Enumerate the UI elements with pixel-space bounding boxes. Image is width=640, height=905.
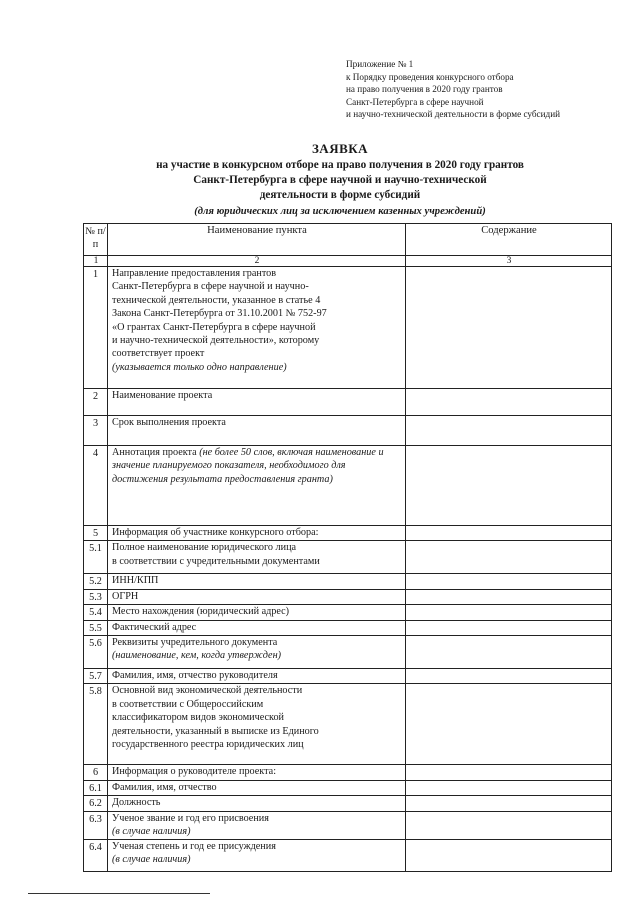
item-text-line: Аннотация проекта [112, 447, 197, 458]
item-text-line: Фактический адрес [112, 621, 197, 633]
appendix-line: к Порядку проведения конкурсного отбора [346, 71, 514, 82]
row-content-field[interactable] [406, 389, 612, 416]
header-item-name: Наименование пункта [108, 224, 406, 256]
item-text-line: в соответствии с Общероссийским [112, 698, 264, 710]
item-note: (в случае наличия) [112, 826, 191, 838]
row-content-field[interactable] [406, 780, 612, 795]
row-content-field[interactable] [406, 541, 612, 574]
table-row [84, 765, 612, 780]
row-number: 1 [84, 267, 108, 389]
row-item-name [108, 811, 406, 839]
table-row [84, 574, 612, 589]
table-row [84, 669, 612, 684]
appendix-line: Санкт-Петербурга в сфере научной [346, 96, 484, 107]
table-row [84, 267, 612, 389]
row-item-name [108, 446, 406, 526]
row-content-field[interactable] [406, 526, 612, 541]
row-number: 5.3 [84, 589, 108, 604]
item-text-line: ОГРН [112, 590, 139, 602]
row-content-field[interactable] [406, 620, 612, 635]
title-subline: деятельности в форме субсидий [259, 189, 421, 202]
title-note: (для юридических лиц за исключением казенных учреждений) [194, 205, 486, 217]
item-text-line: Фамилия, имя, отчество руководителя [112, 670, 278, 682]
table-row [84, 389, 612, 416]
table-header-row [84, 224, 612, 256]
row-item-name [108, 796, 406, 811]
column-index: 1 [84, 256, 108, 267]
row-number: 5.4 [84, 605, 108, 620]
item-text-line: Реквизиты учредительного документа [112, 637, 278, 649]
table-row [84, 541, 612, 574]
row-item-name [108, 780, 406, 795]
row-item-name [108, 605, 406, 620]
item-text-line: государственного реестра юридических лиц [112, 739, 304, 751]
table-row [84, 416, 612, 446]
row-item-name [108, 541, 406, 574]
table-row [84, 811, 612, 839]
item-text-line: Должность [112, 797, 161, 809]
row-number: 5.1 [84, 541, 108, 574]
item-text-line: деятельности, указанный в выписке из Единого [112, 725, 319, 737]
title-subline: Санкт-Петербурга в сфере научной и научно-технической [193, 174, 487, 187]
application-form-table [83, 223, 612, 872]
row-content-field[interactable] [406, 669, 612, 684]
row-number: 3 [84, 416, 108, 446]
column-index: 3 [406, 256, 612, 267]
table-row [84, 446, 612, 526]
row-content-field[interactable] [406, 796, 612, 811]
item-note: (наименование, кем, когда утвержден) [112, 650, 282, 662]
row-item-name [108, 620, 406, 635]
row-number: 5 [84, 526, 108, 541]
item-text-line: «О грантах Санкт-Петербурга в сфере научной [112, 321, 316, 333]
title-subline: на участие в конкурсном отборе на право получения в 2020 году грантов [156, 159, 524, 171]
row-item-name [108, 389, 406, 416]
footnote-separator [28, 893, 210, 894]
table-row [84, 620, 612, 635]
row-item-name [108, 574, 406, 589]
row-item-name [108, 636, 406, 669]
appendix-line: и научно-технической деятельности в форме субсидий [346, 109, 561, 120]
item-text-line: ИНН/КПП [112, 575, 159, 587]
table-row [84, 839, 612, 871]
item-text-line: Основной вид экономической деятельности [112, 685, 303, 697]
item-note: (указывается только одно направление) [112, 361, 287, 373]
table-row [84, 589, 612, 604]
row-number: 5.2 [84, 574, 108, 589]
table-row [84, 780, 612, 795]
table-row [84, 796, 612, 811]
row-number: 6.3 [84, 811, 108, 839]
row-content-field[interactable] [406, 446, 612, 526]
row-item-name [108, 526, 406, 541]
item-text-line: Ученая степень и год ее присуждения [112, 840, 276, 852]
row-content-field[interactable] [406, 811, 612, 839]
appendix-line: на право получения в 2020 году грантов [346, 84, 503, 95]
row-number: 6 [84, 765, 108, 780]
row-item-name [108, 765, 406, 780]
item-text-line: в соответствии с учредительными документами [112, 555, 320, 567]
row-content-field[interactable] [406, 605, 612, 620]
row-item-name [108, 684, 406, 765]
item-text-line: Направление предоставления грантов [112, 268, 277, 279]
item-text-line: Закона Санкт-Петербурга от 31.10.2001 № 752-97 [112, 308, 327, 320]
item-text-line: классификатором видов экономической [112, 712, 284, 724]
row-content-field[interactable] [406, 636, 612, 669]
row-content-field[interactable] [406, 574, 612, 589]
item-text-line: Место нахождения (юридический адрес) [112, 606, 290, 618]
item-text-line: Фамилия, имя, отчество [112, 781, 217, 793]
item-text-line: Санкт-Петербурга в сфере научной и научно- [112, 281, 309, 293]
row-content-field[interactable] [406, 589, 612, 604]
row-item-name [108, 669, 406, 684]
row-content-field[interactable] [406, 765, 612, 780]
row-number: 2 [84, 389, 108, 416]
item-text-line: Наименование проекта [112, 390, 213, 401]
row-content-field[interactable] [406, 416, 612, 446]
table-row [84, 684, 612, 765]
table-column-index-row [84, 256, 612, 267]
row-item-name [108, 416, 406, 446]
row-number: 6.4 [84, 839, 108, 871]
item-text-line: технической деятельности, указанное в статье 4 [112, 294, 321, 306]
row-number: 4 [84, 446, 108, 526]
item-note: (не более 50 слов, включая наименование и значение планируемого показателя, необходимого для достижения результата предоставления гранта) [112, 447, 384, 485]
row-item-name [108, 839, 406, 871]
item-text-line: Ученое звание и год его присвоения [112, 812, 269, 824]
item-text-line: Срок выполнения проекта [112, 417, 226, 428]
item-text-line: Информация об участнике конкурсного отбора: [112, 527, 319, 538]
row-number: 6.1 [84, 780, 108, 795]
item-text-line: соответствует проект [112, 348, 205, 360]
appendix-reference [346, 58, 636, 121]
header-number: № п/п [84, 224, 108, 256]
row-content-field[interactable] [406, 267, 612, 389]
document-title: ЗАЯВКА [311, 141, 369, 156]
table-row [84, 526, 612, 541]
item-text-line: и научно-технической деятельности», которому [112, 335, 320, 347]
row-content-field[interactable] [406, 839, 612, 871]
table-row [84, 636, 612, 669]
row-number: 5.6 [84, 636, 108, 669]
document-title-block [60, 140, 620, 219]
row-item-name [108, 589, 406, 604]
row-number: 5.7 [84, 669, 108, 684]
row-number: 5.8 [84, 684, 108, 765]
item-text-line: Полное наименование юридического лица [112, 542, 297, 554]
row-number: 5.5 [84, 620, 108, 635]
column-index: 2 [108, 256, 406, 267]
header-content: Содержание [406, 224, 612, 256]
row-number: 6.2 [84, 796, 108, 811]
item-text-line: Информация о руководителе проекта: [112, 766, 277, 778]
table-row [84, 605, 612, 620]
row-content-field[interactable] [406, 684, 612, 765]
appendix-line: Приложение № 1 [346, 59, 414, 69]
row-item-name [108, 267, 406, 389]
item-note: (в случае наличия) [112, 854, 191, 866]
